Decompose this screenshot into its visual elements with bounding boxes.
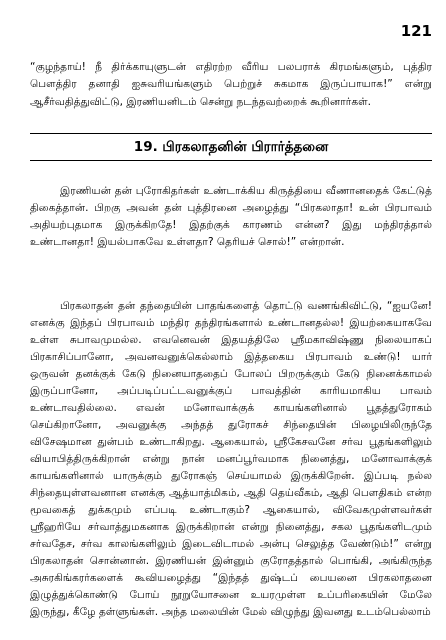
body-paragraph: இரணியன் தன் புரோகிதர்கள் உண்டாக்கிய கிருத்தியை வீணானதைக் கேட்டுத் திகைத்தான். பிறகு அவன் தன் புத்திரனை அழைத்து “பிரகலாதா! உன் பிரபாவம் அதியற்புதமாக இருக்கிறதே! இதற்குக் காரணம் என்ன? இது மந்திரத்தால் உண்டானதா! இயல்பாகவே உள்ளதா? தெரியச் சொல்!” என்றான்.: [30, 184, 432, 248]
page-number: 121: [400, 22, 432, 40]
chapter-top-rule: [30, 133, 432, 134]
top-paragraph: “குழந்தாய்! நீ திர்க்காயுளுடன் எதிரற்ற வீரிய பலபராக் கிரமங்களும், புத்திர பௌத்திர தனாதி ஐசுவரியங்களும் பெற்றுச் சுகமாக இருப்பாயாக!” என்று ஆசீர்வதித்துவிட்டு, இரணியனிடம் சென்று நடந்தவற்றைக் கூறினார்கள்.: [30, 60, 432, 108]
chapter-bottom-rule: [30, 160, 432, 161]
body-paragraph: பிரகலாதன் தன் தந்தையின் பாதங்களைத் தொட்டு வணங்கிவிட்டு, “ஐயனே! எனக்கு இந்தப் பிரபாவம் மந்திர தந்திரங்களால் உண்டானதல்ல! இயற்கையாகவே உள்ள சுபாவமுமல்ல. எவனெவன் இதயத்திலே ஸ்ரீமகாவிஷ்ணு நிலையாகப் பிரகாசிப்பானோ, அவனவனுக்கெல்லாம் இத்தகைய பிரபாவம் உண்டு! யார் ஒருவன் தனக்குக் கேடு நினையாததைப் போலப் பிறருக்கும் கேடு நினைக்காமல் இருப்பானோ, அப்படிப்பட்டவனுக்குப் பாவத்தின் காரியமாகிய பாவம் உண்டாவதில்லை. எவன் மனோவாக்குக் காயங்களினால் பூதத்துரோகம் செய்கிறானோ, அவனுக்கு அந்தத் துரோகச் சிந்தையின் பிழையிலிருந்தே விசேஷமான துன்பம் உண்டாகிறது. ஆகையால், ஸ்ரீகேசவனே சர்வ பூதங்களிலும் வியாபித்திருக்கிறான் என்று நான் மனப்பூர்வமாக நினைத்து, மனோவாக்குக் காயங்களினால் யாருக்கும் துரோகஞ் செய்யாமல் இருக்கிறேன். இப்படி நல்ல சிந்தையுள்ளவனான எனக்கு ஆத்யாத்மிகம், ஆதி தெய்வீகம், ஆதி பௌதிகம் என்ற மூவகைத் துக்கமும் எப்படி உண்டாகும்? ஆகையால், விவேகமுள்ளவர்கள் ஸ்ரீஹரியே சர்வாத்துமகனாக இருக்கிறான் என்று நினைத்து, சகல பூதங்களிடமும் சர்வதேச, சர்வ காலங்களிலும் இடைவிடாமல் அன்பு செலுத்த வேண்டும்!” என்று பிரகலாதன் சொன்னான். இரணியன் இன்னும் குரோதத்தால் பொங்கி, அங்கிருந்த அசுரகிங்கரர்களைக் கூவியழைத்து “இந்தத் துஷ்டப் பையனை பிரகலாதனை இழுத்துக்கொண்டு போய் நூறுயோசனை உயரமுள்ள உப்பரிகையின் மேலே இருந்து, கீழே தள்ளுங்கள். அந்த மலையின் மேல் விழுந்து இவனது உடம்பெல்லாம்: [30, 299, 432, 618]
chapter-title: 19. பிரகலாதனின் பிரார்த்தனை: [133, 139, 329, 155]
